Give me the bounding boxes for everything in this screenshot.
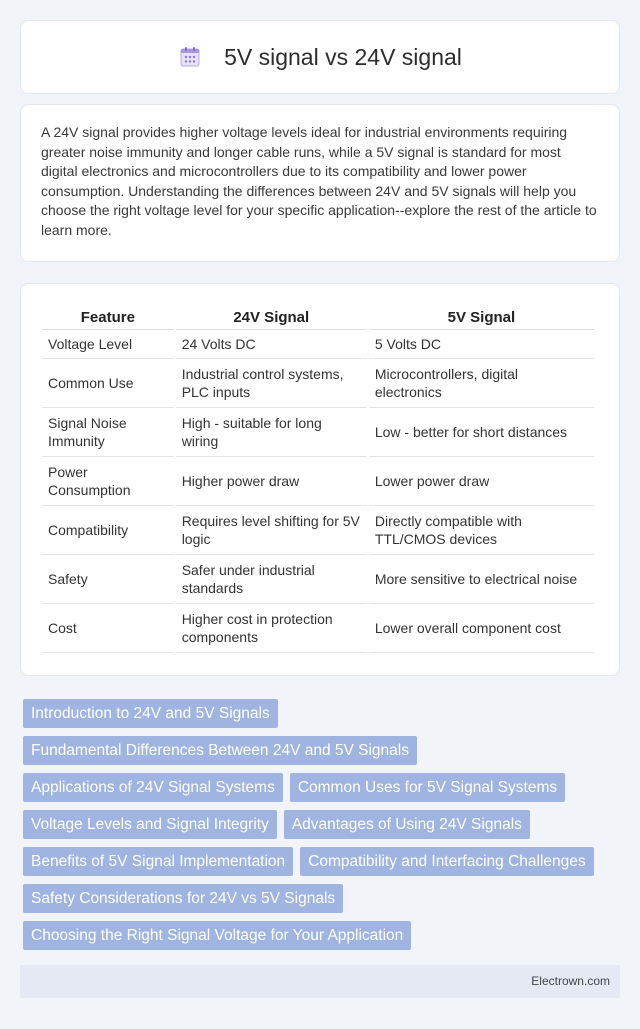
table-cell: 5 Volts DC xyxy=(369,330,594,359)
table-cell: Cost xyxy=(42,604,174,653)
table-cell: Low - better for short distances xyxy=(369,408,594,457)
topic-link[interactable]: Safety Considerations for 24V vs 5V Signals xyxy=(23,884,343,913)
topic-link[interactable]: Fundamental Differences Between 24V and 5V Signals xyxy=(23,736,417,765)
table-row xyxy=(42,555,594,604)
table-cell: Higher power draw xyxy=(176,457,367,506)
table-cell: Power Consumption xyxy=(42,457,174,506)
table-row xyxy=(42,604,594,653)
table-row xyxy=(42,330,594,359)
table-row xyxy=(42,457,594,506)
table-cell: Higher cost in protection components xyxy=(176,604,367,653)
table-cell: High - suitable for long wiring xyxy=(176,408,367,457)
header-24v: 24V Signal xyxy=(176,303,367,330)
table-cell: 24 Volts DC xyxy=(176,330,367,359)
topic-link[interactable]: Introduction to 24V and 5V Signals xyxy=(23,699,278,728)
table-cell: Microcontrollers, digital electronics xyxy=(369,359,594,408)
table-cell: Compatibility xyxy=(42,506,174,555)
topic-links xyxy=(23,699,623,958)
title-card xyxy=(20,20,620,94)
table-cell: Voltage Level xyxy=(42,330,174,359)
table-cell: Directly compatible with TTL/CMOS devices xyxy=(369,506,594,555)
footer xyxy=(20,965,620,998)
comparison-table xyxy=(40,303,596,653)
table-cell: Industrial control systems, PLC inputs xyxy=(176,359,367,408)
table-cell: Safety xyxy=(42,555,174,604)
header-feature: Feature xyxy=(42,303,174,330)
table-cell: Common Use xyxy=(42,359,174,408)
table-row xyxy=(42,359,594,408)
comparison-table-card xyxy=(20,283,620,676)
calendar-icon xyxy=(178,45,202,69)
intro-paragraph: A 24V signal provides higher voltage levels ideal for industrial environments requiring greater noise immunity and longer cable runs, while a 5V signal is standard for most digital electronics and microcontrollers due to its compatibility and lower power consumption. Understanding the differences between 24V and 5V signals will help you choose the right voltage level for your specific application--explore the rest of the article to learn more. xyxy=(41,124,597,238)
table-cell: Signal Noise Immunity xyxy=(42,408,174,457)
topic-link[interactable]: Advantages of Using 24V Signals xyxy=(284,810,530,839)
table-cell: Safer under industrial standards xyxy=(176,555,367,604)
topic-link[interactable]: Applications of 24V Signal Systems xyxy=(23,773,283,802)
table-row xyxy=(42,506,594,555)
table-cell: Requires level shifting for 5V logic xyxy=(176,506,367,555)
table-cell: Lower power draw xyxy=(369,457,594,506)
intro-card xyxy=(20,104,620,262)
table-header-row xyxy=(42,303,594,330)
header-5v: 5V Signal xyxy=(369,303,594,330)
table-cell: More sensitive to electrical noise xyxy=(369,555,594,604)
table-row xyxy=(42,408,594,457)
topic-link[interactable]: Common Uses for 5V Signal Systems xyxy=(290,773,565,802)
table-cell: Lower overall component cost xyxy=(369,604,594,653)
page-title: 5V signal vs 24V signal xyxy=(224,43,462,70)
topic-link[interactable]: Choosing the Right Signal Voltage for Your Application xyxy=(23,921,411,950)
footer-site-name: Electrown.com xyxy=(531,974,610,988)
topic-link[interactable]: Benefits of 5V Signal Implementation xyxy=(23,847,293,876)
topic-link[interactable]: Compatibility and Interfacing Challenges xyxy=(300,847,593,876)
topic-link[interactable]: Voltage Levels and Signal Integrity xyxy=(23,810,277,839)
